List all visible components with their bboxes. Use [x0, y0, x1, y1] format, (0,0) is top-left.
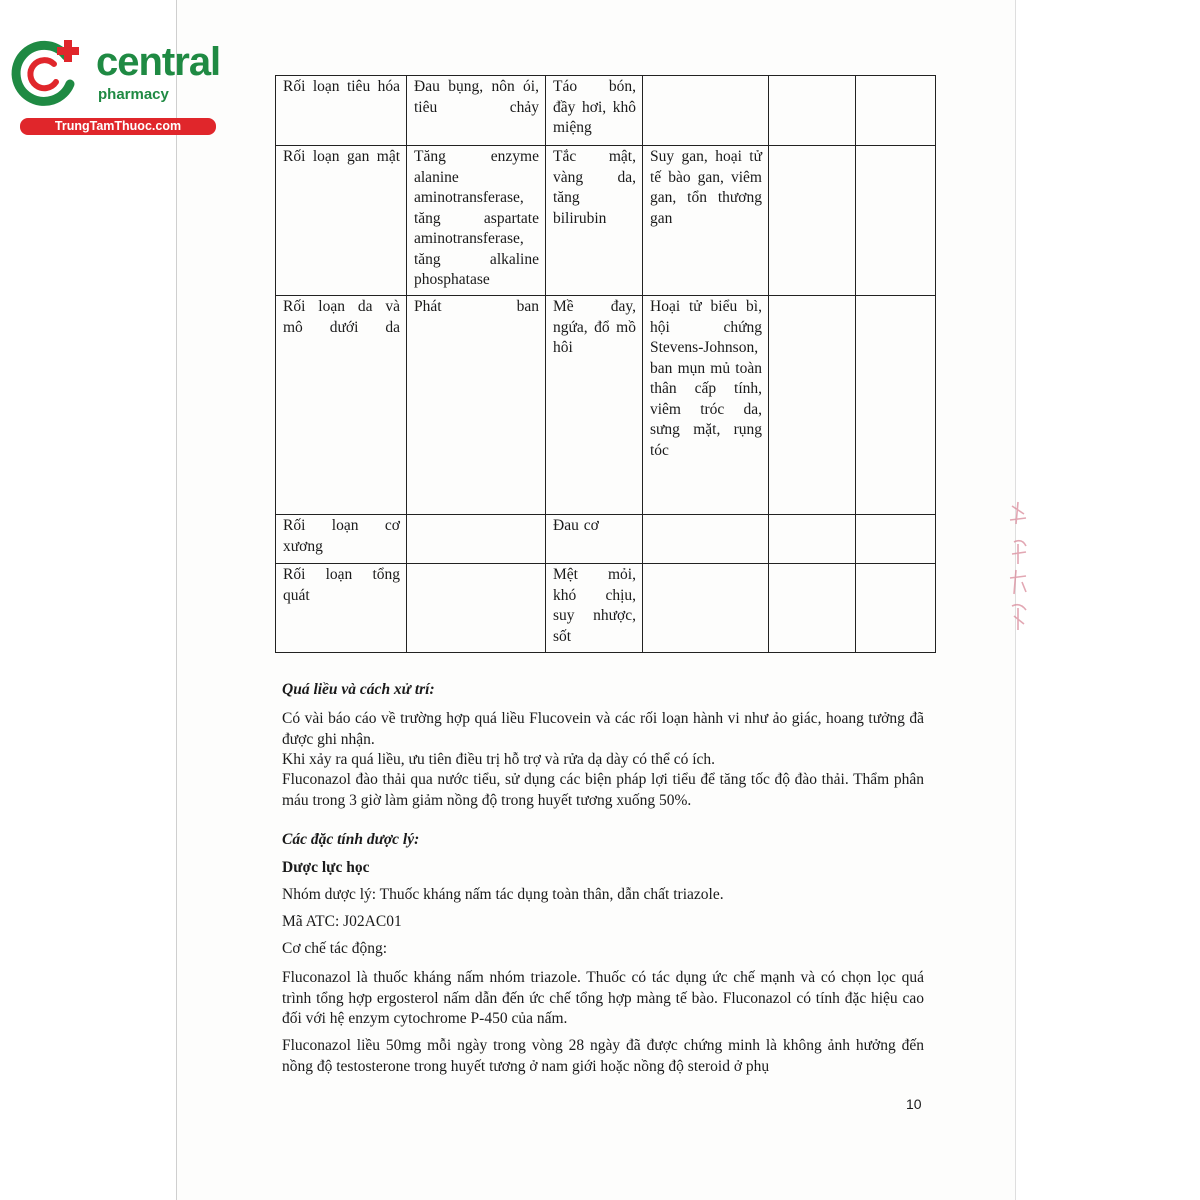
pharmacodynamics-subheading: Dược lực học — [282, 859, 370, 876]
table-cell — [856, 296, 936, 515]
table-cell: Tăng enzyme alanine aminotransferase, tăng aspartate aminotransferase, tăng alkaline phosphatase — [407, 146, 546, 296]
table-cell: Rối loạn gan mật — [276, 146, 407, 296]
seal-stamp-fragment-icon — [1004, 498, 1034, 648]
logo-brand-name: central — [96, 40, 221, 84]
table-cell — [407, 515, 546, 564]
table-cell: Suy gan, hoại tử tế bào gan, viêm gan, tổn thương gan — [643, 146, 769, 296]
logo-website-url[interactable]: TrungTamThuoc.com — [20, 118, 216, 135]
table-cell: Rối loạn tiêu hóa — [276, 76, 407, 146]
mechanism-paragraph: Fluconazol là thuốc kháng nấm nhóm triazole. Thuốc có tác dụng ức chế mạnh và có chọn lọc quá trình tổng hợp ergosterol nấm dẫn đến ức chế tổng hợp màng tế bào. Fluconazol có tính đặc hiệu cao đối với hệ enzym cytochrome P-450 của nấm. — [282, 969, 924, 1027]
logo-brand-sub: pharmacy — [98, 86, 169, 103]
side-effects-table — [275, 75, 936, 653]
table-cell: Rối loạn tổng quát — [276, 564, 407, 653]
table-cell — [769, 146, 856, 296]
table-cell — [856, 76, 936, 146]
table-cell: Rối loạn cơ xương — [276, 515, 407, 564]
overdose-paragraph: Khi xảy ra quá liều, ưu tiên điều trị hỗ trợ và rửa dạ dày có thể có ích. — [282, 751, 716, 768]
table-row — [276, 146, 936, 296]
table-cell — [856, 564, 936, 653]
table-row — [276, 76, 936, 146]
table-cell: Mề đay, ngứa, đổ mồ hôi — [546, 296, 643, 515]
table-cell — [643, 564, 769, 653]
overdose-paragraph: Có vài báo cáo về trường hợp quá liều Flucovein và các rối loạn hành vi như ảo giác, hoang tưởng đã được ghi nhận. — [282, 710, 924, 748]
table-cell — [856, 146, 936, 296]
table-cell: Phát ban — [407, 296, 546, 515]
table-cell: Đau bụng, nôn ói, tiêu chảy — [407, 76, 546, 146]
table-cell: Tắc mật, vàng da, tăng bilirubin — [546, 146, 643, 296]
table-cell — [856, 515, 936, 564]
overdose-heading: Quá liều và cách xử trí: — [282, 681, 435, 698]
pharmacology-heading: Các đặc tính dược lý: — [282, 831, 420, 848]
atc-code: Mã ATC: J02AC01 — [282, 913, 402, 930]
table-cell: Mệt mỏi, khó chịu, suy nhược, sốt — [546, 564, 643, 653]
table-row — [276, 564, 936, 653]
overdose-paragraph: Fluconazol đào thải qua nước tiểu, sử dụng các biện pháp lợi tiểu để tăng tốc độ đào thải. Thẩm phân máu trong 3 giờ làm giảm nồng độ trong huyết tương xuống 50%. — [282, 771, 924, 809]
table-cell — [407, 564, 546, 653]
pharmacologic-group: Nhóm dược lý: Thuốc kháng nấm tác dụng toàn thân, dẫn chất triazole. — [282, 886, 724, 903]
table-cell — [769, 296, 856, 515]
table-cell — [769, 564, 856, 653]
table-cell: Táo bón, đầy hơi, khô miệng — [546, 76, 643, 146]
table-row — [276, 296, 936, 515]
page-number: 10 — [906, 1096, 922, 1112]
table-cell — [643, 515, 769, 564]
table-cell: Đau cơ — [546, 515, 643, 564]
table-cell — [769, 515, 856, 564]
mechanism-label: Cơ chế tác động: — [282, 940, 388, 957]
central-pharmacy-logo[interactable] — [8, 34, 221, 136]
table-cell: Rối loạn da và mô dưới da — [276, 296, 407, 515]
pharmacy-cross-logo-icon — [8, 34, 88, 114]
table-row — [276, 515, 936, 564]
testosterone-paragraph: Fluconazol liều 50mg mỗi ngày trong vòng 28 ngày đã được chứng minh là không ảnh hưởng đến nồng độ testosterone trong huyết tương ở nam giới hoặc nồng độ steroid ở phụ — [282, 1037, 924, 1075]
table-cell — [643, 76, 769, 146]
table-cell: Hoại tử biểu bì, hội chứng Stevens-Johnson, ban mụn mủ toàn thân cấp tính, viêm tróc da, sưng mặt, rụng tóc — [643, 296, 769, 515]
table-cell — [769, 76, 856, 146]
